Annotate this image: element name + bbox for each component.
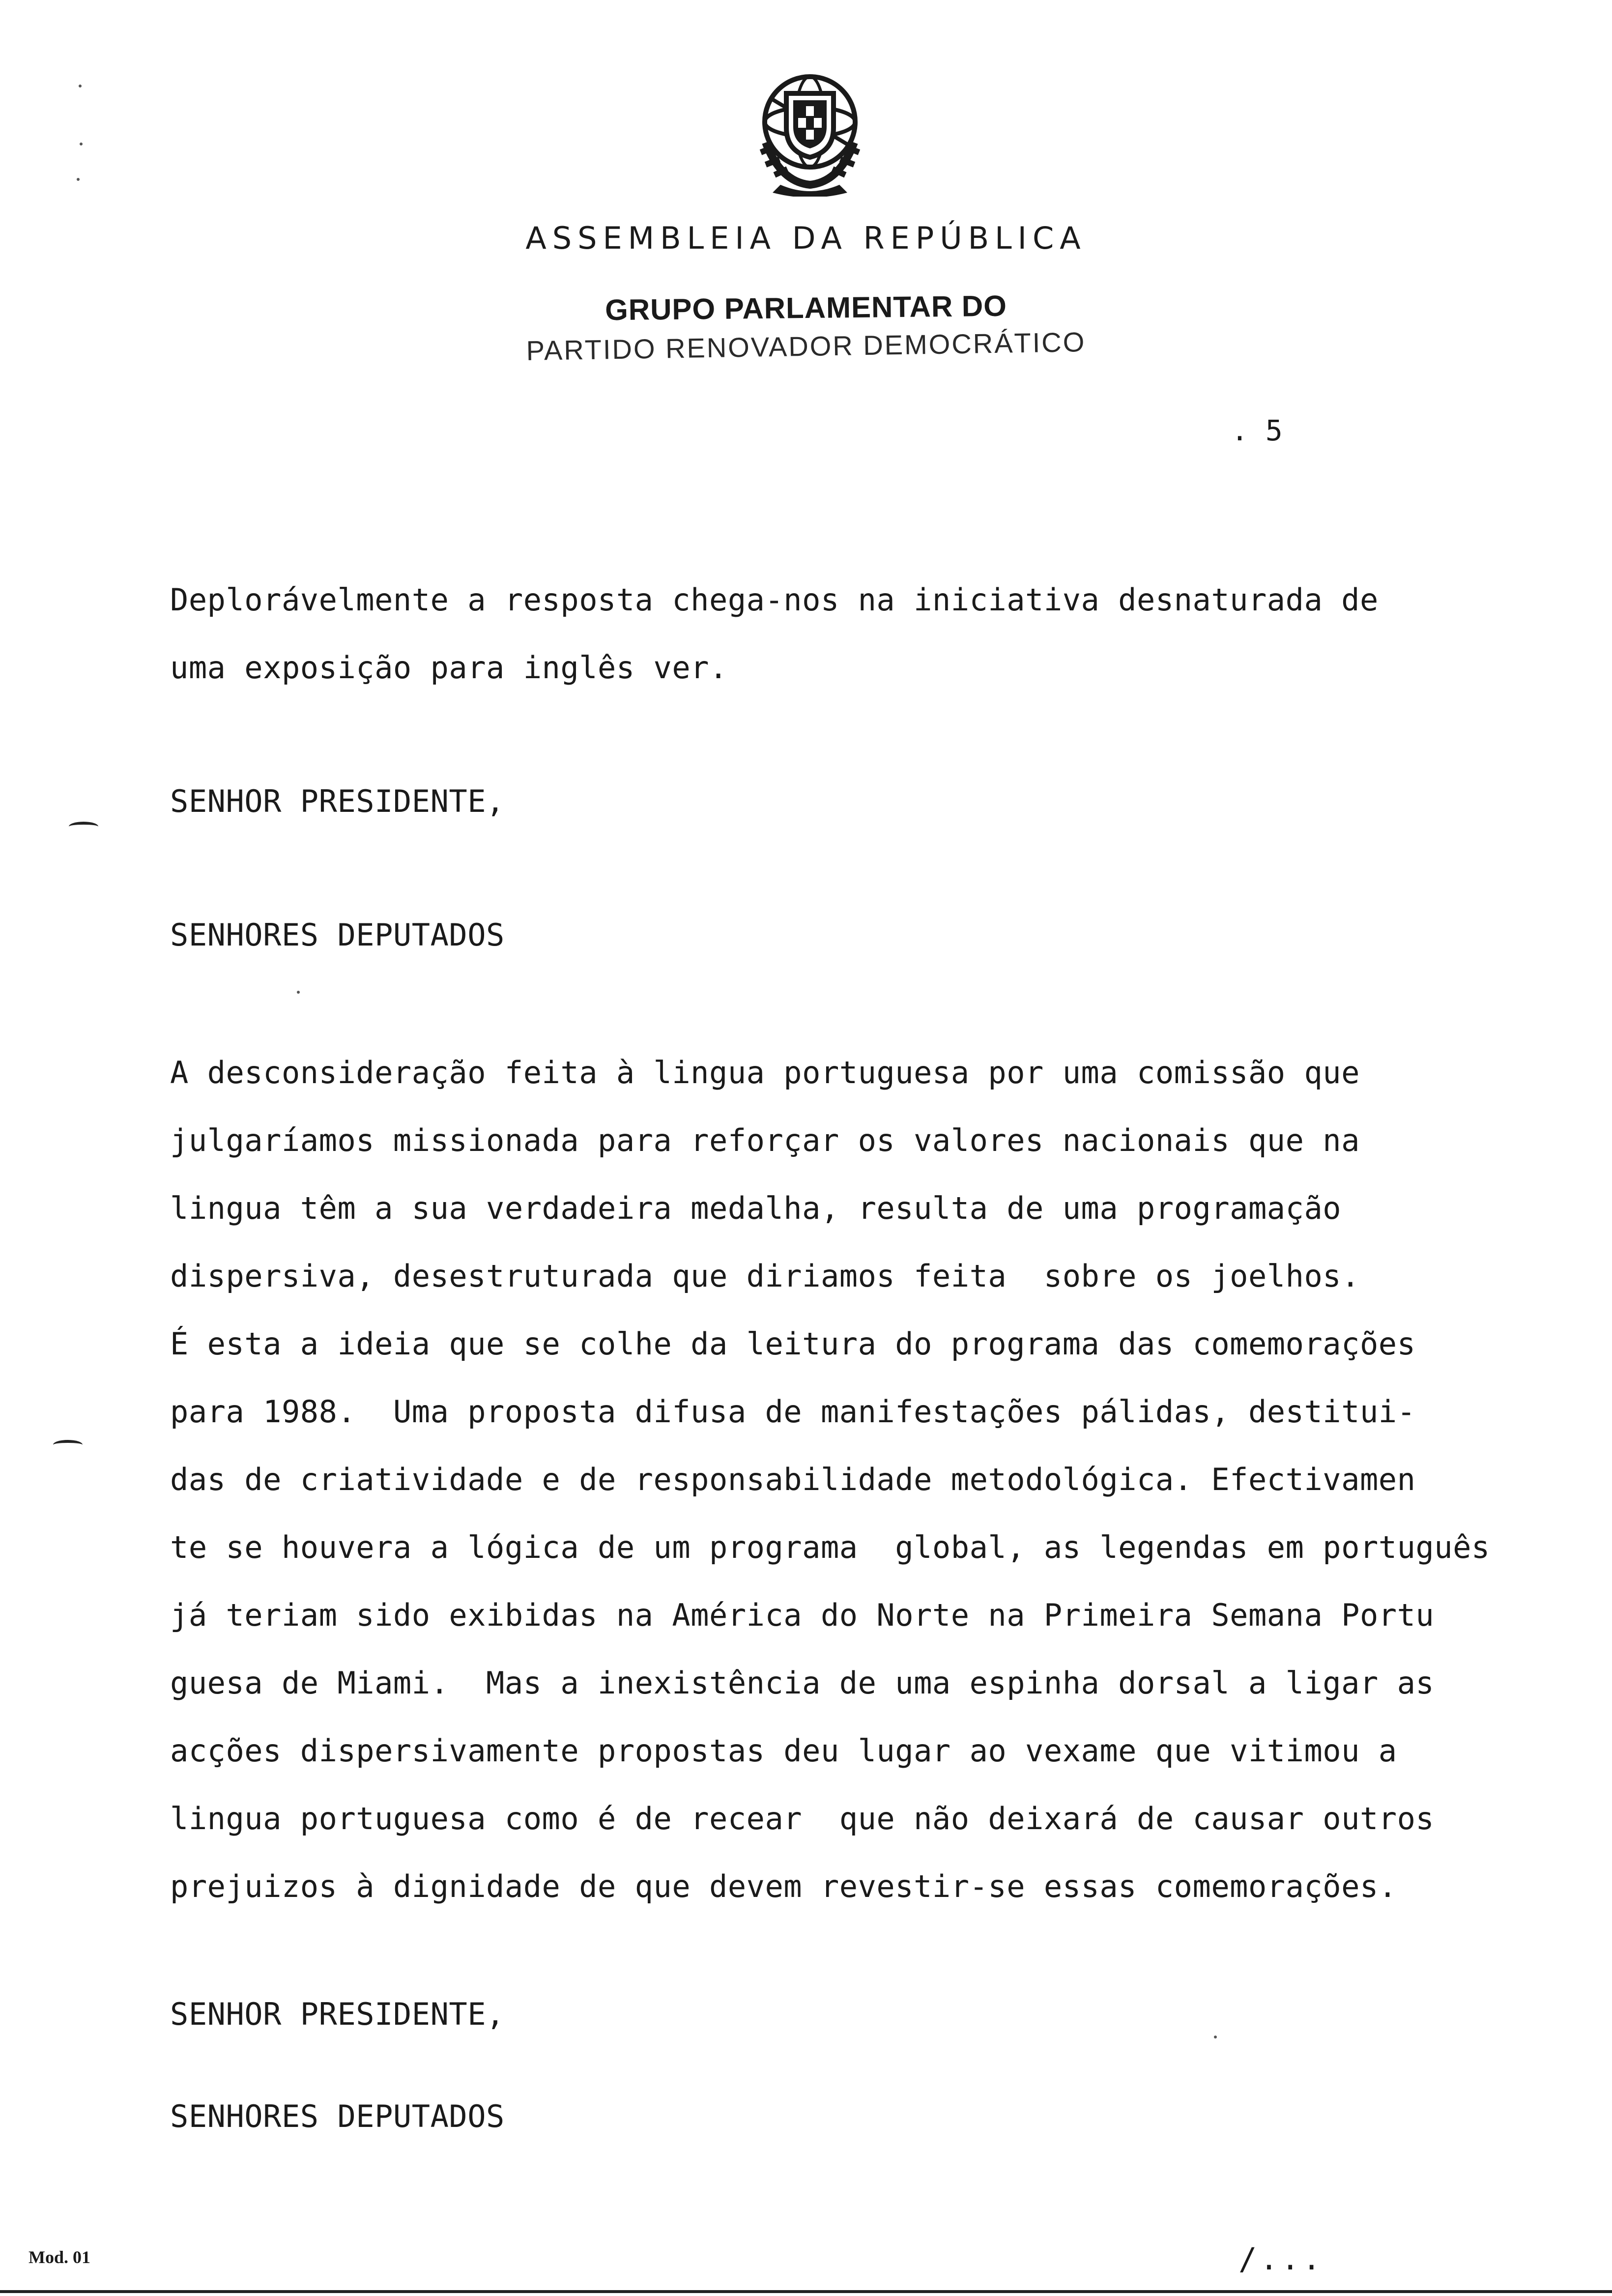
body-line: lingua têm a sua verdadeira medalha, resulta de uma programação [170,1190,1342,1226]
body-line: A desconsideração feita à lingua portuguesa por uma comissão que [170,1055,1360,1091]
margin-mark [69,822,98,832]
coat-of-arms-emblem [751,69,869,197]
body-line: lingua portuguesa como é de recear que não deixará de causar outros [170,1801,1435,1837]
body-line: uma exposição para inglês ver. [170,650,728,686]
body-line: acções dispersivamente propostas deu lugar ao vexame que vitimou a [170,1733,1397,1769]
scan-speck [297,991,300,994]
page-number: . 5 [1231,414,1283,447]
salutation-deputies: SENHORES DEPUTADOS [170,2098,505,2134]
salutation-president: SENHOR PRESIDENTE, [170,1996,505,2032]
body-line: guesa de Miami. Mas a inexistência de uma espinha dorsal a ligar as [170,1665,1435,1701]
salutation-deputies: SENHORES DEPUTADOS [170,917,505,953]
form-model-label: Mod. 01 [29,2247,90,2267]
scan-speck [80,143,83,145]
body-line: dispersiva, desestruturada que diriamos feita sobre os joelhos. [170,1258,1360,1294]
body-line: prejuizos à dignidade de que devem revestir-se essas comemorações. [170,1868,1397,1904]
continuation-mark: /... [1238,2241,1324,2277]
scan-speck [1214,2036,1217,2038]
bottom-rule [0,2290,1612,2293]
party-name: PARTIDO RENOVADOR DEMOCRÁTICO [526,326,1086,366]
body-line: É esta a ideia que se colhe da leitura do programa das comemorações [170,1326,1416,1362]
body-line: das de criatividade e de responsabilidade metodológica. Efectivamen [170,1462,1416,1497]
body-line: para 1988. Uma proposta difusa de manifestações pálidas, destitui- [170,1394,1416,1430]
margin-mark [53,1440,83,1450]
institution-name: ASSEMBLEIA DA REPÚBLICA [525,220,1087,256]
body-line: Deplorávelmente a resposta chega-nos na iniciativa desnaturada de [170,582,1379,618]
body-line: julgaríamos missionada para reforçar os valores nacionais que na [170,1122,1360,1158]
parliamentary-group-title: GRUPO PARLAMENTAR DO [604,289,1008,327]
scan-speck [77,178,80,181]
body-line: já teriam sido exibidas na América do Norte na Primeira Semana Portu [170,1597,1435,1633]
body-line: te se houvera a lógica de um programa global, as legendas em português [170,1529,1490,1565]
scan-speck [79,85,82,87]
salutation-president: SENHOR PRESIDENTE, [170,783,505,819]
